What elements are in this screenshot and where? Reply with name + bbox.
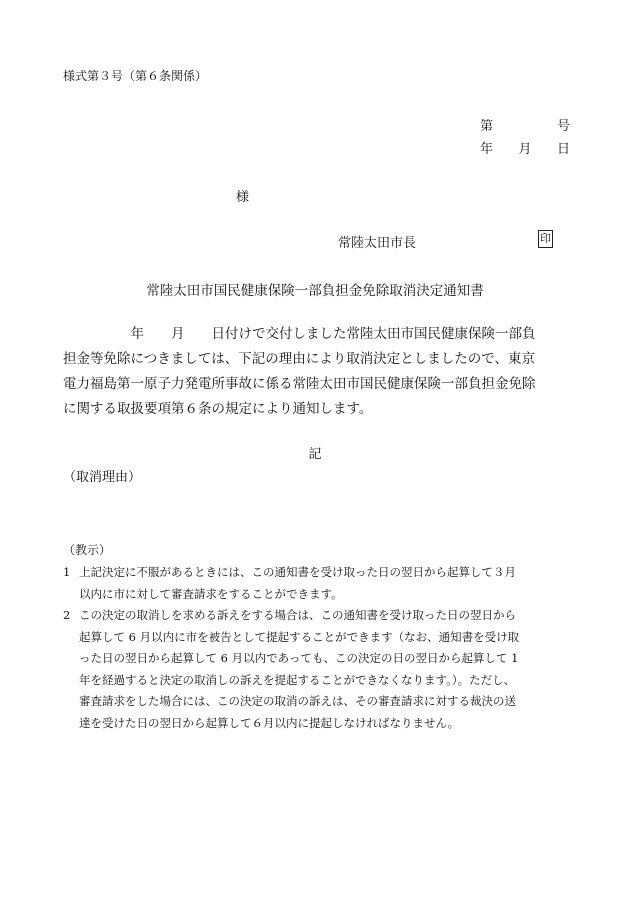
teaching-line: 起算して 6 月以内に市を被告として提起することができます（なお、通知書を受け取	[79, 629, 520, 644]
document-number	[480, 115, 570, 134]
day-label: 日	[556, 142, 570, 157]
number-suffix: 号	[556, 119, 570, 134]
teaching-text	[79, 605, 583, 734]
teaching-line: 上記決定に不服があるときには、この通知書を受け取った日の翌日から起算して３月	[79, 565, 516, 579]
reason-label: （取消理由）	[63, 470, 142, 485]
seal-mark: 印	[538, 230, 553, 248]
body-line: に関する取扱要項第６条の規定により通知します。	[63, 401, 373, 417]
teaching-item	[63, 605, 583, 734]
teaching-item	[63, 562, 583, 605]
month-label: 月	[518, 142, 532, 157]
teaching-number: 2	[63, 608, 71, 622]
body-line: 電力福島第一原子力発電所事故に係る常陸太田市国民健康保険一部負担金免除	[63, 376, 536, 392]
teaching-line: 審査請求をした場合には、この決定の取消の訴えは、その審査請求に対する裁決の送	[79, 694, 516, 708]
body-line: 担金等免除につきましては、下記の理由により取消決定としましたので、東京	[63, 351, 535, 367]
form-id: 様式第３号（第６条関係）	[63, 69, 208, 83]
teaching-line: った日の翌日から起算して 6 月以内であっても、この決定の日の翌日から起算して 1	[79, 651, 519, 665]
teaching-line: 年を経過すると決定の取消しの訴えを提起することができなくなります。）。ただし、	[79, 672, 516, 687]
teaching-line: 以内に市に対して審査請求をすることができます。	[79, 586, 343, 601]
teaching-label: （教示）	[63, 543, 112, 557]
year-label: 年	[480, 142, 494, 157]
body-line: 年 月 日付けで交付しました常陸太田市国民健康保険一部負	[63, 326, 536, 342]
issue-date	[480, 138, 570, 157]
number-label: 第	[480, 119, 494, 134]
addressee: 様	[236, 190, 250, 205]
teaching-line: 達を受けた日の翌日から起算して６月以内に提起しなければなりません。	[79, 715, 460, 730]
teaching-line: この決定の取消しを求める訴えをする場合は、この通知書を受け取った日の翌日から	[79, 608, 516, 622]
document-title: 常陸太田市国民健康保険一部負担金免除取消決定通知書	[146, 283, 484, 299]
issuer: 常陸太田市長	[338, 236, 417, 251]
teaching-text	[79, 562, 583, 605]
teaching-number: 1	[63, 565, 71, 579]
ki-heading: 記	[308, 447, 322, 462]
body-paragraph	[63, 322, 578, 422]
teaching-list	[63, 562, 583, 734]
